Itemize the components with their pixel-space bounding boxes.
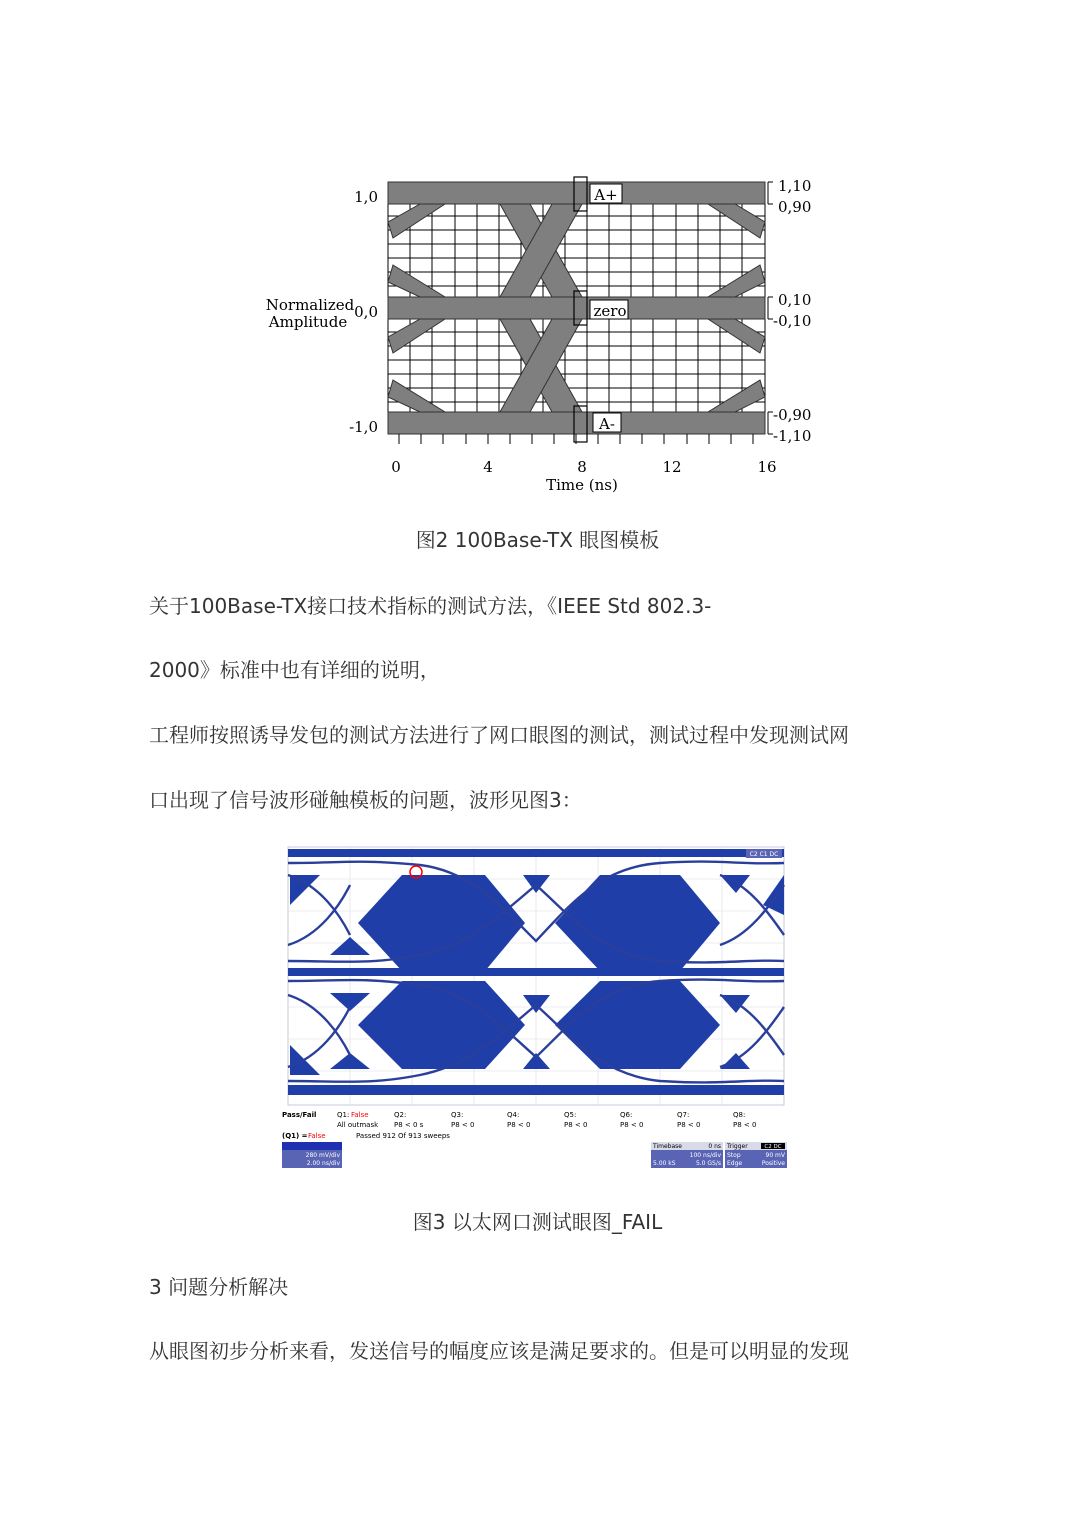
timebase-title: Timebase [653,1143,682,1150]
right-tick-label: -0,90 [773,406,812,424]
box-label-a-plus: A+ [594,186,618,204]
right-bracket-lines [768,182,773,434]
trigger-slope: Positive [761,1160,785,1167]
x-tick-label: 16 [757,458,777,476]
q-value: P8 < 0 [733,1121,757,1129]
y-axis-label-line1: Normalized [265,296,355,314]
x-tick-label: 8 [577,458,587,476]
q-header: Q7: [677,1111,690,1119]
q-header: Q5: [564,1111,577,1119]
q-value: P8 < 0 [507,1121,531,1129]
right-tick-label: 1,10 [778,177,812,195]
x-tick-label: 0 [391,458,401,476]
q1-value: False [351,1111,369,1119]
x-tick-label: 12 [662,458,682,476]
timebase-rate: 100 ns/div [689,1152,721,1159]
q-header: Q3: [451,1111,464,1119]
q-value: P8 < 0 [564,1121,588,1129]
q-header: Q8: [733,1111,746,1119]
channel-badge: C2 C1 DC [749,851,779,858]
x-tick-label: 4 [483,458,493,476]
q-header: Q6: [620,1111,633,1119]
figure2-caption: 图2 100Base-TX 眼图模板 [415,528,660,552]
q-value: P8 < 0 [620,1121,644,1129]
left-tick-label: 1,0 [354,188,378,206]
paragraph-line: 工程师按照诱导发包的测试方法进行了网口眼图的测试，测试过程中发现测试网 [149,723,849,747]
right-tick-label: -1,10 [773,427,812,445]
timebase-offset: 0 ns [708,1143,721,1150]
paragraph-line: 口出现了信号波形碰触模板的问题，波形见图3： [149,788,582,812]
horizontal-scale: 2.00 ns/div [306,1160,340,1167]
section-heading: 3 问题分析解决 [149,1275,289,1299]
left-tick-label: -1,0 [349,418,378,436]
figure3-caption: 图3 以太网口测试眼图_FAIL [412,1210,663,1234]
eye-mask-figure [260,170,820,500]
q-value: P8 < 0 [451,1121,475,1129]
paragraph-line: 从眼图初步分析来看，发送信号的幅度应该是满足要求的。但是可以明显的发现 [149,1339,849,1363]
sweeps-status: Passed 912 Of 913 sweeps [356,1132,450,1140]
timebase-samples: 5.00 kS [653,1160,676,1167]
scope-eye-screenshot [280,845,792,1175]
x-axis-label: Time (ns) [546,476,618,494]
box-label-a-minus: A- [599,415,615,433]
outmask-label: All outmask [337,1121,379,1129]
trigger-type: Edge [727,1160,743,1167]
q-value: P8 < 0 [677,1121,701,1129]
q1-equals-value: False [308,1132,326,1140]
left-tick-label: 0,0 [354,303,378,321]
right-tick-label: -0,10 [773,312,812,330]
q1-label: Q1: [337,1111,350,1119]
vertical-scale: 280 mV/div [305,1152,340,1159]
trigger-mode: Stop [727,1152,741,1159]
timebase-gs: 5.0 GS/s [695,1160,721,1167]
passfail-label: Pass/Fail [282,1111,317,1119]
right-tick-label: 0,90 [778,198,812,216]
q-value: P8 < 0 s [394,1121,424,1129]
q1-equals: (Q1) = [282,1132,308,1140]
q-header: Q4: [507,1111,520,1119]
trigger-level: 90 mV [765,1152,785,1159]
trigger-title: Trigger [727,1143,748,1150]
q-header: Q2: [394,1111,407,1119]
box-label-zero: zero [593,302,627,320]
right-tick-label: 0,10 [778,291,812,309]
paragraph-line: 关于100Base-TX接口技术指标的测试方法，《IEEE Std 802.3- [149,594,712,618]
trigger-channel: C2 DC [764,1144,782,1150]
y-axis-label-line2: Amplitude [268,313,348,331]
paragraph-line: 2000》标准中也有详细的说明， [149,658,440,682]
